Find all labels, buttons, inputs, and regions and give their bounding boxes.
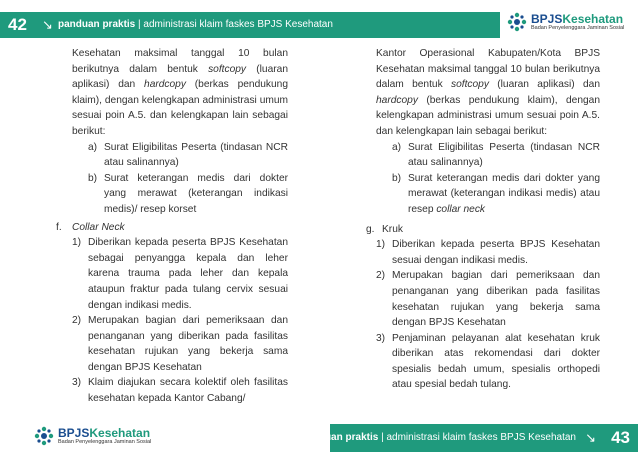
logo-tagline: Badan Penyelenggara Jaminan Sosial (531, 24, 625, 31)
list-item: 2) Merupakan bagian dari pemeriksaan dan penanganan yang diberikan pada fasilitas kesehatan rujukan yang bekerja sama dengan BPJS Kesehatan (376, 270, 600, 329)
list-item: 1) Diberikan kepada peserta BPJS Kesehatan sesuai dengan indikasi medis. (376, 239, 600, 266)
list-item: 1) Diberikan kepada peserta BPJS Kesehatan sebagai penyangga kepala dan leher karena trauma pada leher dan kepala ataupun fraktur pada tulang cervix sesuai dengan indikasi medis. (72, 237, 288, 311)
bpjs-logo-top (507, 12, 624, 32)
section-heading: g. Kruk (366, 223, 403, 235)
header-band (0, 12, 500, 38)
footer-band (301, 424, 638, 452)
bpjs-logo-icon (34, 426, 54, 446)
left-column (56, 46, 288, 407)
header-title: panduan praktis | administrasi klaim faskes BPJS Kesehatan (58, 19, 333, 30)
list-item: b) Surat keterangan medis dari dokter yang merawat (keterangan indikasi medis)/ resep korset (88, 172, 288, 215)
bpjs-logo-bottom (34, 426, 151, 446)
page-number-left: 42 (8, 15, 27, 34)
logo-brand: BPJSKesehatan (58, 425, 151, 440)
footer-title: panduan praktis | administrasi klaim faskes BPJS Kesehatan (301, 432, 576, 443)
list-item: 3) Klaim diajukan secara kolektif oleh fasilitas kesehatan kepada Kantor Cabang/ (72, 377, 288, 405)
list-item: a) Surat Eligibilitas Peserta (tindasan NCR atau salinannya) (392, 141, 600, 169)
logo-brand: BPJSKesehatan (531, 11, 624, 26)
page-footer (0, 418, 638, 463)
page-header (0, 0, 638, 38)
bpjs-logo-icon (507, 12, 527, 32)
logo-tagline: Badan Penyelenggara Jaminan Sosial (58, 438, 152, 445)
arrow-icon: ↘ (42, 17, 53, 32)
list-item: b) Surat keterangan medis dari dokter yang merawat (keterangan indikasi medis) atau resep collar neck (392, 172, 600, 215)
left-intro-paragraph: Kesehatan maksimal tanggal 10 bulan berikutnya dalam bentuk softcopy (luaran aplikasi) dan hardcopy (berkas pendukung klaim), dengan kelengkapan administrasi umum sesuai poin A.5. dan kelengkapan lain sebagai berikut: (72, 48, 288, 137)
right-intro-paragraph: Kantor Operasional Kabupaten/Kota BPJS Kesehatan maksimal tanggal 10 bulan berikutnya dalam bentuk softcopy (luaran aplikasi) dan hardcopy (berkas pendukung klaim), dengan kelengkapan administrasi umum sesuai poin A.5. dan kelengkapan lain sebagai berikut: (376, 48, 600, 137)
list-item: 3) Penjaminan pelayanan alat kesehatan kruk diberikan atas rekomendasi dari dokter spesialis bedah umum, spesialis orthopedi atau spesial bedah tulang. (376, 332, 600, 391)
section-heading: f. Collar Neck (56, 221, 125, 233)
list-item: 2) Merupakan bagian dari pemeriksaan dan penanganan yang diberikan pada fasilitas kesehatan rujukan yang bekerja sama dengan BPJS Kesehatan (72, 315, 288, 373)
arrow-icon: ↘ (585, 430, 596, 445)
list-item: a) Surat Eligibilitas Peserta (tindasan NCR atau salinannya) (88, 141, 288, 169)
page-number-right: 43 (611, 428, 630, 447)
right-column (360, 46, 600, 393)
